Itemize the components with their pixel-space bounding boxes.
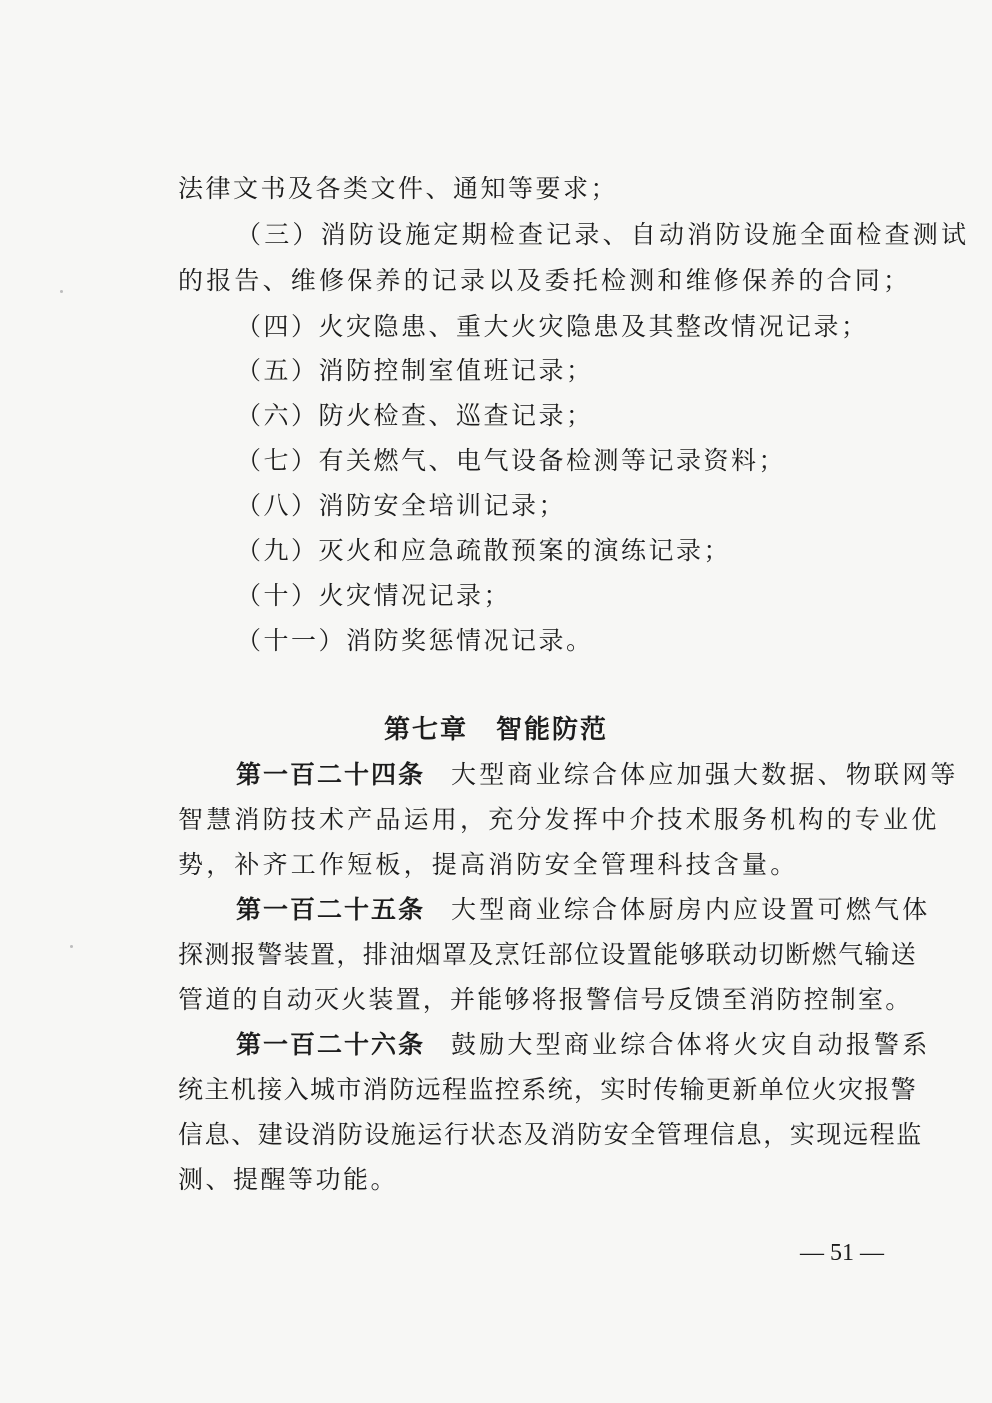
article-126-line-3: 信息、建设消防设施运行状态及消防安全管理信息，实现远程监 [178,1120,923,1149]
list-item-3-line-1: （三）消防设施定期检查记录、自动消防设施全面检查测试 [236,220,970,249]
list-item-5: （五）消防控制室值班记录； [236,356,594,385]
article-125-title: 第一百二十五条 [236,895,426,924]
list-item-6: （六）防火检查、巡查记录； [236,401,594,430]
article-124-title: 第一百二十四条 [236,760,426,789]
chapter-title: 第七章 智能防范 [383,715,608,745]
article-124-line-1 [236,758,959,792]
list-item-4: （四）火灾隐患、重大火灾隐患及其整改情况记录； [236,312,869,341]
article-125-line-1 [236,893,930,927]
article-125-line-2: 探测报警装置，排油烟罩及烹饪部位设置能够联动切断燃气输送 [178,940,918,969]
article-126-text: 鼓励大型商业综合体将火灾自动报警系 [451,1030,931,1059]
list-item-3-line-2: 的报告、维修保养的记录以及委托检测和维修保养的合同； [178,266,912,295]
scan-speck [70,945,73,948]
article-124-line-3: 势，补齐工作短板，提高消防安全管理科技含量。 [178,850,799,879]
article-124-line-2: 智慧消防技术产品运用，充分发挥中介技术服务机构的专业优 [178,805,940,834]
scan-speck [60,290,63,293]
article-126-line-4: 测、提醒等功能。 [178,1165,399,1194]
list-item-8: （八）消防安全培训记录； [236,491,567,520]
list-item-9: （九）灭火和应急疏散预案的演练记录； [236,536,732,565]
list-item-7: （七）有关燃气、电气设备检测等记录资料； [236,446,787,475]
article-126-line-2: 统主机接入城市消防远程监控系统，实时传输更新单位火灾报警 [178,1075,918,1104]
list-item-10: （十）火灾情况记录； [236,581,512,610]
text-line-1: 法律文书及各类文件、通知等要求； [178,174,619,203]
page-number: — 51 — [800,1240,884,1266]
article-124-text: 大型商业综合体应加强大数据、物联网等 [451,760,959,789]
article-126-line-1 [236,1028,930,1062]
article-125-text: 大型商业综合体厨房内应设置可燃气体 [451,895,931,924]
article-125-line-3: 管道的自动灭火装置，并能够将报警信号反馈至消防控制室。 [178,985,913,1014]
list-item-11: （十一）消防奖惩情况记录。 [236,626,594,655]
article-126-title: 第一百二十六条 [236,1030,426,1059]
